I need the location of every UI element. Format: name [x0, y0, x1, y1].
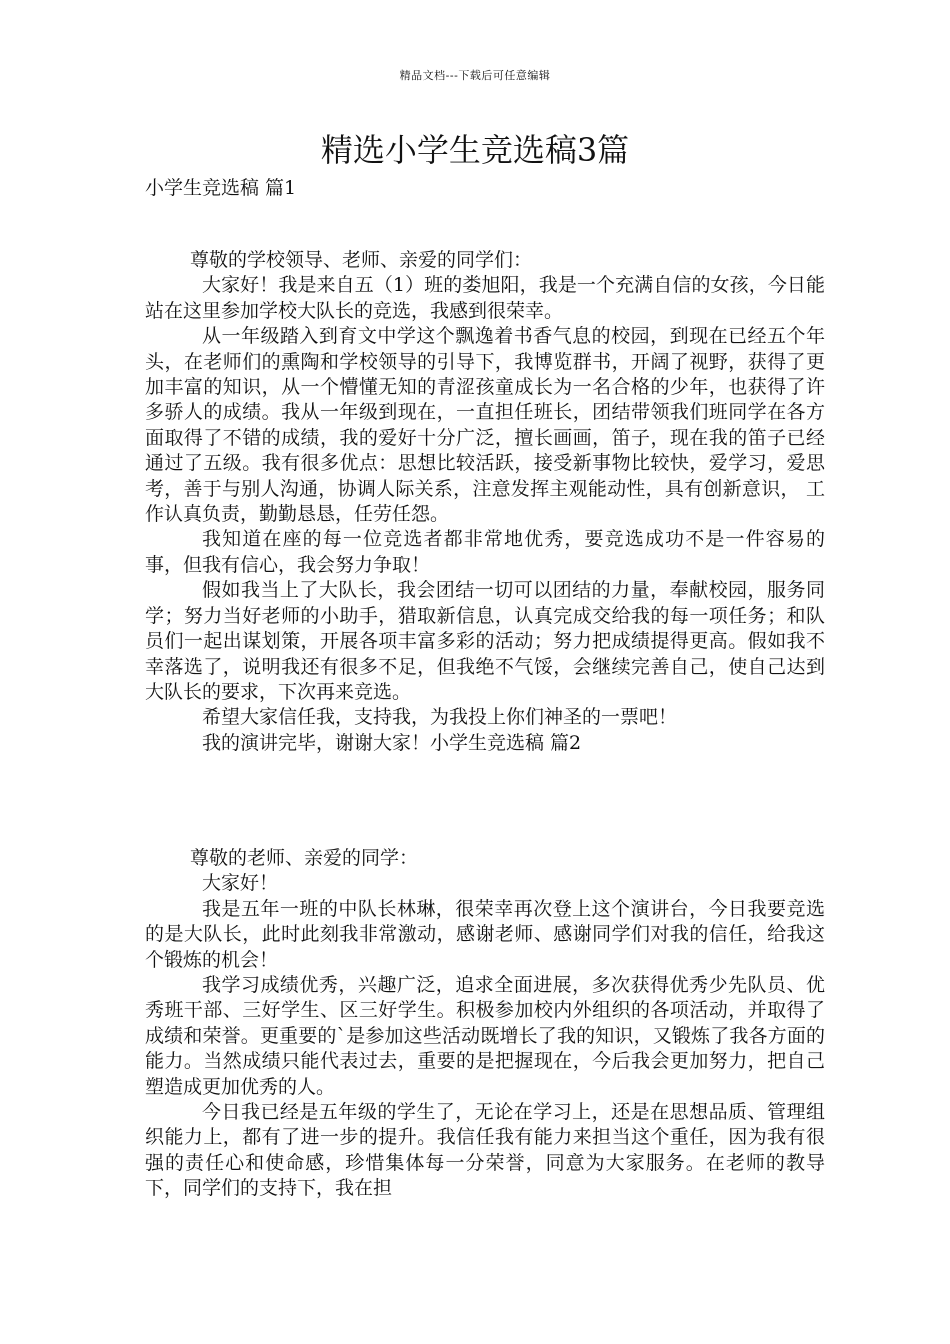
- section-1-paragraph: 假如我当上了大队长，我会团结一切可以团结的力量，奉献校园，服务同学；努力当好老师的小助手，猎取新信息，认真完成交给我的每一项任务；和队员们一起出谋划策，开展各项丰富多彩的活动；努力把成绩提得更高。假如我不幸落选了，说明我还有很多不足，但我绝不气馁，会继续完善自己，使自己达到大队长的要求，下次再来竞选。: [145, 579, 825, 703]
- section-1-paragraph: 我知道在座的每一位竞选者都非常地优秀，要竞选成功不是一件容易的事，但我有信心，我会努力争取！: [145, 528, 825, 576]
- document-title: 精选小学生竞选稿3篇: [320, 131, 630, 169]
- section-1-paragraph: 从一年级踏入到育文中学这个飘逸着书香气息的校园，到现在已经五个年头，在老师们的熏陶和学校领导的引导下，我博览群书，开阔了视野，获得了更加丰富的知识，从一个懵懂无知的青涩孩童成长为一名合格的少年，也获得了许多骄人的成绩。我从一年级到现在，一直担任班长，团结带领我们班同学在各方面取得了不错的成绩，我的爱好十分广泛，擅长画画，笛子，现在我的笛子已经通过了五级。我有很多优点：思想比较活跃，接受新事物比较快，爱学习，爱思考，善于与别人沟通，协调人际关系，注意发挥主观能动性，具有创新意识， 工作认真负责，勤勤恳恳，任劳任怨。: [145, 325, 825, 526]
- section-2-body: [145, 846, 825, 1202]
- section-1-body: [145, 248, 825, 756]
- page-header-note: 精品文档---下载后可任意编辑: [399, 69, 551, 82]
- section-1-salutation: 尊敬的学校领导、老师、亲爱的同学们：: [190, 249, 533, 271]
- section-1-paragraph: 我的演讲完毕，谢谢大家！小学生竞选稿 篇2: [202, 731, 582, 754]
- section-2-paragraph: 今日我已经是五年级的学生了，无论在学习上，还是在思想品质、管理组织能力上，都有了进一步的提升。我信任我有能力来担当这个重任，因为我有很强的责任心和使命感，珍惜集体每一分荣誉，同意为大家服务。在老师的教导下，同学们的支持下，我在担: [145, 1101, 825, 1200]
- section-2-paragraph: 我学习成绩优秀，兴趣广泛，追求全面进展，多次获得优秀少先队员、优秀班干部、三好学生、区三好学生。积极参加校内外组织的各项活动，并取得了成绩和荣誉。更重要的`是参加这些活动既增长了我的知识，又锻炼了我各方面的能力。当然成绩只能代表过去，重要的是把握现在，今后我会更加努力，把自己塑造成更加优秀的人。: [145, 974, 825, 1098]
- section-2-paragraph: 大家好！: [202, 872, 279, 895]
- section-1-paragraph: 大家好！我是来自五（1）班的娄旭阳，我是一个充满自信的女孩，今日能站在这里参加学校大队长的竞选，我感到很荣幸。: [145, 274, 825, 322]
- section-1-heading: 小学生竞选稿 篇1: [145, 177, 297, 199]
- section-2-salutation: 尊敬的老师、亲爱的同学：: [190, 847, 419, 869]
- section-2-paragraph: 我是五年一班的中队长林琳，很荣幸再次登上这个演讲台，今日我要竞选的是大队长，此时此刻我非常激动，感谢老师、感谢同学们对我的信任，给我这个锻炼的机会！: [145, 897, 825, 971]
- section-1-paragraph: 希望大家信任我，支持我，为我投上你们神圣的一票吧！: [202, 706, 678, 729]
